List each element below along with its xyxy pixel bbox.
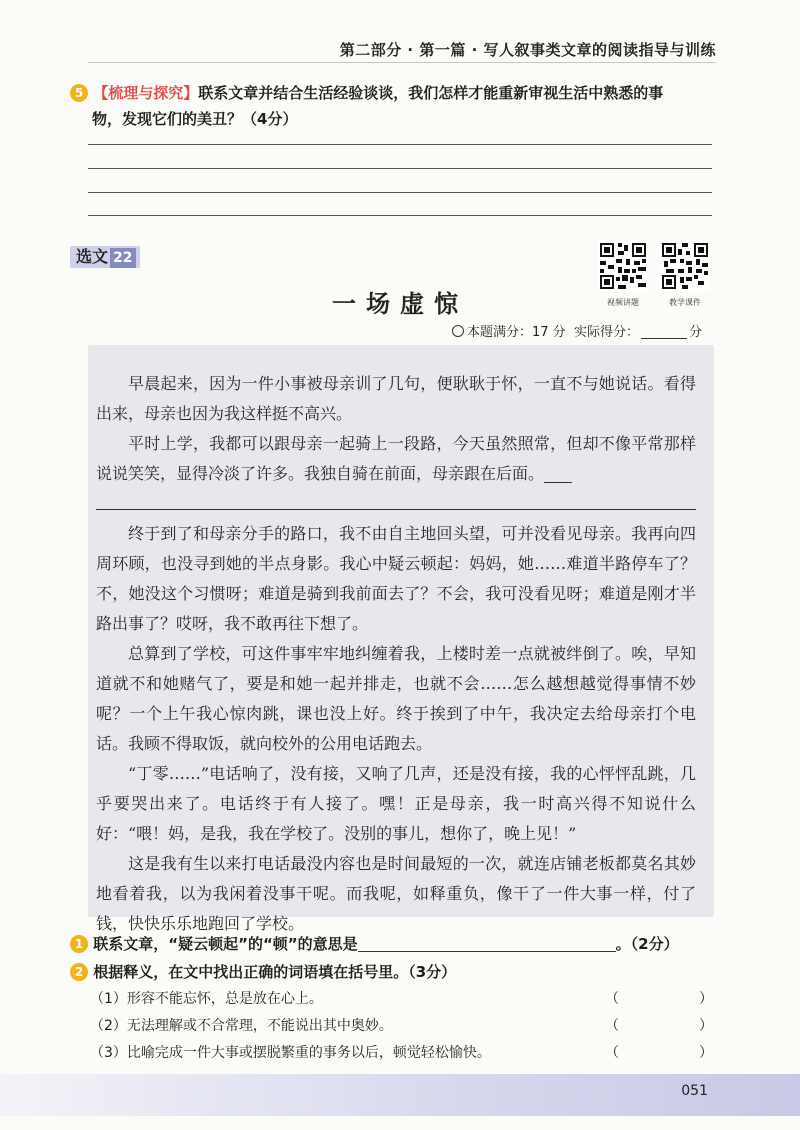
score-full: 本题满分：17 分: [467, 325, 566, 340]
answer-line[interactable]: [88, 168, 712, 169]
fill-blank[interactable]: [544, 466, 572, 483]
score-actual-label: 实际得分：: [573, 325, 639, 340]
passage-paragraph: 总算到了学校，可这件事牢牢地纠缠着我，上楼时差一点就被绊倒了。唉，早知道就不和她赌气了，要是和她一起并排走，也就不会……怎么越想越觉得事情不妙呢？一个上午我心惊肉跳，课也没上好。终于挨到了中午，我决定去给母亲打个电话。我顾不得取饭，就向校外的公用电话跑去。: [96, 644, 696, 753]
question-5-text-line1: 联系文章并结合生活经验谈谈，我们怎样才能重新审视生活中熟悉的事: [198, 84, 664, 102]
answer-line[interactable]: [88, 144, 712, 145]
paren-close: ）: [699, 1018, 713, 1034]
question-2: [70, 958, 730, 986]
selection-label: [70, 246, 140, 268]
qr-caption: 视频讲题: [607, 298, 639, 307]
question-2-item: [70, 986, 730, 1013]
question-2-item-text: （1）形容不能忘怀，总是放在心上。: [90, 991, 323, 1007]
answer-blank[interactable]: [358, 936, 616, 952]
footer-band: [0, 1074, 800, 1116]
question-number-badge: 2: [70, 963, 88, 981]
passage-paragraph: [96, 429, 696, 489]
paren-close: ）: [699, 991, 713, 1007]
passage-box: [88, 345, 714, 933]
question-1: [70, 930, 730, 958]
question-5-text-line2: 物，发现它们的美丑？（4分）: [92, 110, 298, 128]
paren-open: （: [605, 991, 619, 1007]
question-2-text: 根据释义，在文中找出正确的词语填在括号里。（3分）: [93, 963, 457, 981]
question-1-text: 联系文章，“疑云顿起”的“顿”的意思是: [93, 935, 358, 953]
header-rule: [88, 62, 716, 63]
question-tag: 【梳理与探究】: [93, 84, 199, 102]
question-5: [70, 80, 730, 132]
fill-blank-line[interactable]: [96, 489, 696, 519]
question-2-item: [70, 1013, 730, 1040]
passage-paragraph: 这是我有生以来打电话最没内容也是时间最短的一次，就连店铺老板都莫名其妙地看着我，以为我闲着没事干呢。而我呢，如释重负，像干了一件大事一样，付了钱，快快乐乐地跑回了学校。: [96, 854, 696, 933]
answer-line[interactable]: [88, 215, 712, 216]
passage-paragraph: 早晨起来，因为一件小事被母亲训了几句，便耿耿于怀，一直不与她说话。看得出来，母亲也因为我这样挺不高兴。: [96, 374, 696, 423]
paren-open: （: [605, 1018, 619, 1034]
score-blank[interactable]: [641, 325, 687, 339]
passage-paragraph: 终于到了和母亲分手的路口，我不由自主地回头望，可并没看见母亲。我再向四周环顾，也没寻到她的半点身影。我心中疑云顿起：妈妈，她……难道半路停车了？不，她没这个习惯呀；难道是骑到我前面去了？不会，我可没看见呀；难道是刚才半路出事了？哎呀，我不敢再往下想了。: [96, 524, 696, 633]
page-number: 051: [681, 1083, 708, 1099]
selection-label-text: 选文: [76, 247, 109, 266]
passage-paragraph: “丁零……”电话响了，没有接，又响了几声，还是没有接，我的心怦怦乱跳，几乎要哭出来了。电话终于有人接了。嘿！正是母亲，我一时高兴得不知说什么好：“喂！妈，是我，我在学校了。没别的事儿，想你了，晚上见！”: [96, 764, 696, 843]
passage-paragraph-text: 平时上学，我都可以跟母亲一起骑上一段路，今天虽然照常，但却不像平常那样说说笑笑，显得冷淡了许多。我独自骑在前面，母亲跟在后面。: [96, 434, 696, 483]
score-line: [452, 321, 702, 340]
score-unit: 分: [688, 325, 702, 340]
question-2-item: [70, 1040, 730, 1067]
selection-number: 22: [110, 248, 135, 268]
paren-open: （: [605, 1045, 619, 1061]
question-2-item-text: （2）无法理解或不合常理，不能说出其中奥妙。: [90, 1018, 393, 1034]
qr-caption: 教学课件: [669, 298, 701, 307]
answer-line[interactable]: [88, 192, 712, 193]
questions: [70, 930, 730, 1067]
running-header: 第二部分 · 第一篇 · 写人叙事类文章的阅读指导与训练: [339, 41, 716, 59]
story-title: 一场虚惊: [332, 290, 468, 318]
question-number-badge: 1: [70, 935, 88, 953]
question-2-item-text: （3）比喻完成一件大事或摆脱繁重的事务以后，顿觉轻松愉快。: [90, 1045, 491, 1061]
paren-close: ）: [699, 1045, 713, 1061]
clock-icon: [452, 325, 464, 337]
question-number-badge: 5: [70, 84, 88, 102]
question-1-suffix: 。（2分）: [615, 935, 679, 953]
